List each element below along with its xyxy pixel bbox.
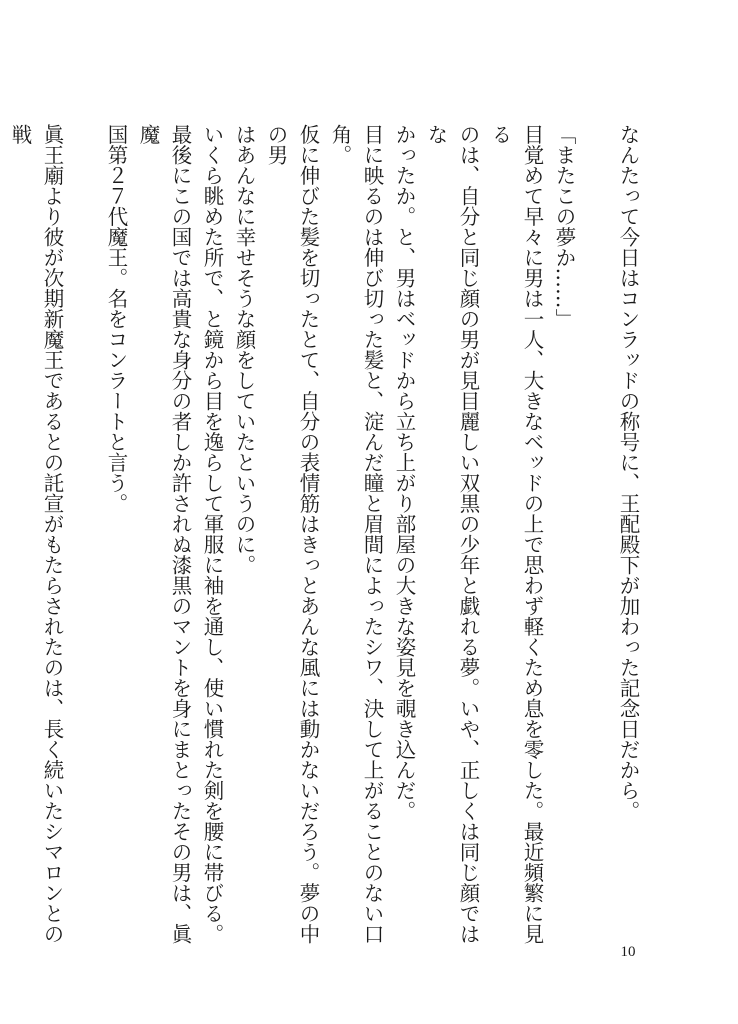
text-line-9: はあんなに幸せそうな顔をしていたというのに。 [232, 124, 256, 575]
text-line-12: 国第２７代魔王。名をコンラートと言う。 [104, 124, 128, 514]
text-line-14: 眞王廟より彼が次期新魔王であるとの託宣がもたらされたのは、長く続いたシマロンとの戦 [8, 124, 64, 944]
text-line-6: かったか。と、男はベッドから立ち上がり部屋の大きな姿見を覗き込んだ。 [392, 124, 416, 821]
vertical-text-body [0, 124, 644, 944]
text-line-3: 「またこの夢か……」 [552, 124, 576, 329]
text-line-10: いくら眺めた所で、と鏡から目を逸らして軍服に袖を通し、使い慣れた剣を腰に帯びる。 [200, 124, 224, 944]
page-number: 10 [620, 944, 636, 960]
text-line-11: 最後にこの国では高貴な身分の者しか許されぬ漆黒のマントを身にまとったその男は、眞魔 [136, 124, 192, 944]
text-line-8: 仮に伸びた髪を切ったとて、自分の表情筋はきっとあんな風には動かないだろう。夢の中の男 [264, 124, 320, 944]
blank-line-1 [580, 124, 612, 944]
text-line-5: のは、自分と同じ顔の男が見目麗しい双黒の少年と戯れる夢。いや、正しくは同じ顔ではな [424, 124, 480, 944]
text-line-1: なんたって今日はコンラッドの称号に、王配殿下が加わった記念日だから。 [616, 124, 640, 821]
text-line-15 [0, 124, 4, 944]
text-line-7: 目に映るのは伸び切った髪と、淀んだ瞳と眉間によったシワ、決して上がることのない口角。 [328, 124, 384, 944]
text-line-4: 目覚めて早々に男は一人、大きなベッドの上で思わず軽くため息を零した。最近頻繁に見る [488, 124, 544, 944]
blank-line-2 [68, 124, 100, 944]
